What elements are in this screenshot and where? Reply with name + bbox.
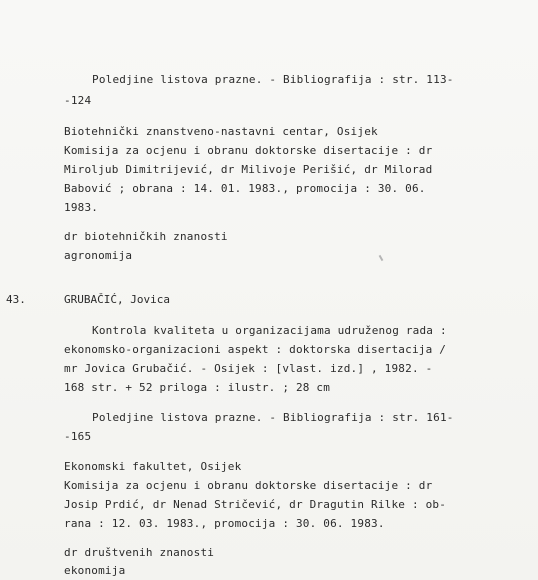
title-line-2: ekonomsko-organizacioni aspekt : doktorska disertacija /	[64, 343, 447, 356]
degree-line-1: dr biotehničkih znanosti	[64, 230, 228, 243]
institution-line-5: 1983.	[64, 201, 99, 214]
institution2-line-2: Komisija za ocjenu i obranu doktorske disertacije : dr	[64, 479, 433, 492]
note-line-2: -124	[64, 94, 92, 107]
institution2-line-4: rana : 12. 03. 1983., promocija : 30. 06. 1983.	[64, 517, 385, 530]
note-line-1: Poledjine listova prazne. - Bibliografija : str. 113-	[92, 73, 454, 86]
title-line-3: mr Jovica Grubačić. - Osijek : [vlast. izd.] , 1982. -	[64, 362, 433, 375]
entry-author: GRUBAČIĆ, Jovica	[64, 293, 170, 306]
institution-line-4: Babović ; obrana : 14. 01. 1983., promocija : 30. 06.	[64, 182, 426, 195]
title-line-4: 168 str. + 52 priloga : ilustr. ; 28 cm	[64, 381, 331, 394]
entry-number: 43.	[6, 293, 26, 306]
note2-line-1: Poledjine listova prazne. - Bibliografija : str. 161-	[92, 411, 454, 424]
institution-line-2: Komisija za ocjenu i obranu doktorske disertacije : dr	[64, 144, 433, 157]
institution-line-1: Biotehnički znanstveno-nastavni centar, Osijek	[64, 125, 378, 138]
note2-line-2: -165	[64, 430, 92, 443]
institution2-line-1: Ekonomski fakultet, Osijek	[64, 460, 242, 473]
institution-line-3: Miroljub Dimitrijević, dr Milivoje Perišić, dr Milorad	[64, 163, 433, 176]
degree2-line-2: ekonomija	[64, 564, 126, 577]
degree-line-2: agronomija	[64, 249, 133, 262]
title-line-1: Kontrola kvaliteta u organizacijama udruženog rada :	[92, 324, 447, 337]
institution2-line-3: Josip Prdić, dr Nenad Stričević, dr Dragutin Rilke : ob-	[64, 498, 447, 511]
degree2-line-1: dr društvenih znanosti	[64, 546, 215, 559]
ink-mark	[379, 255, 384, 261]
